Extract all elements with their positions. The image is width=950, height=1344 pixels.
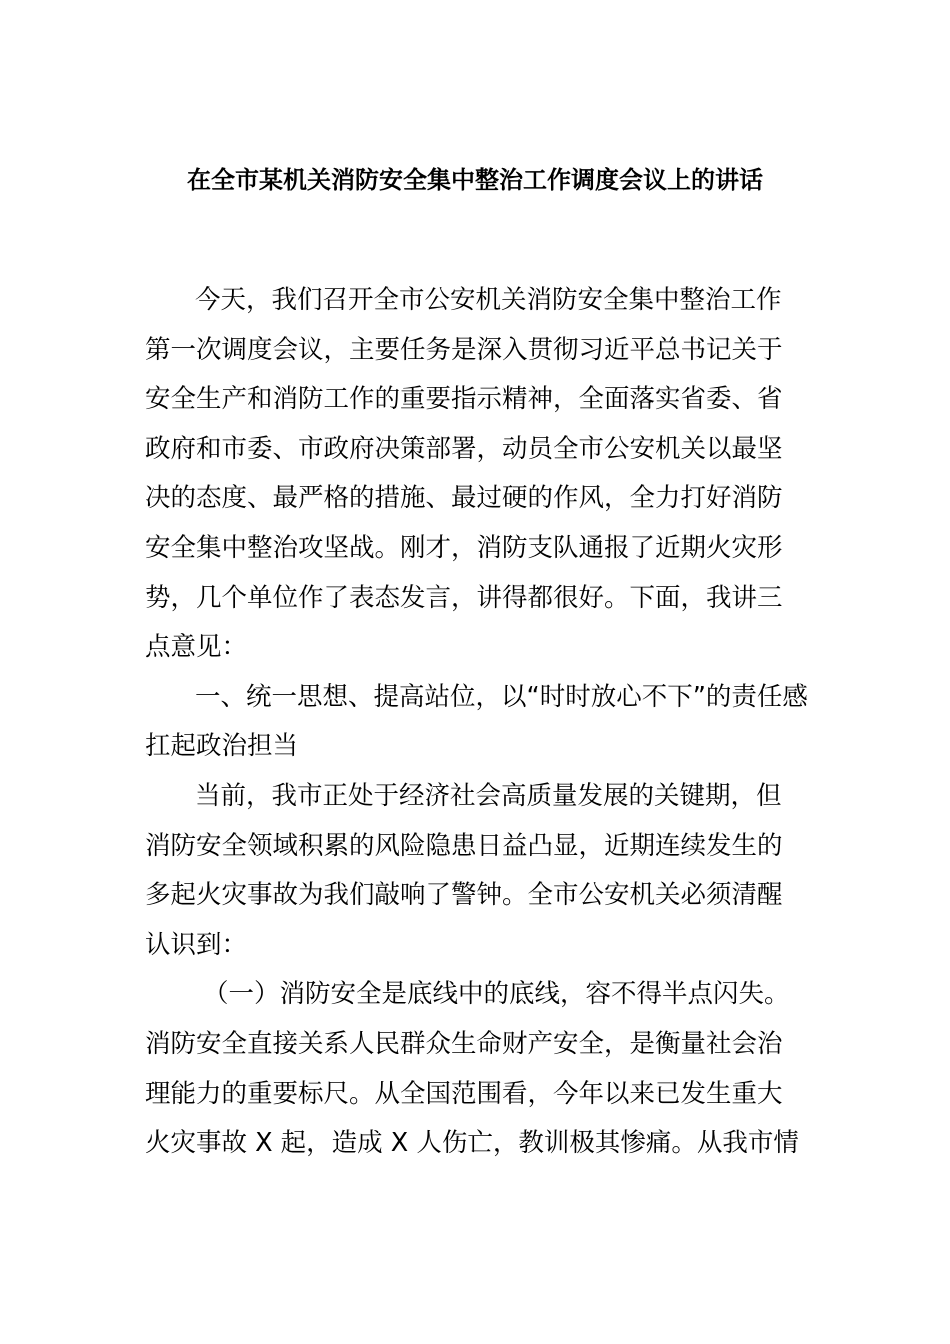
document-title: 在全市某机关消防安全集中整治工作调度会议上的讲话 [187, 166, 763, 194]
paragraph-line: 当前，我市正处于经济社会高质量发展的关键期，但 [195, 780, 782, 811]
subsection-line: （一）消防安全是底线中的底线，容不得半点闪失。 [203, 979, 790, 1010]
paragraph-line: 今天，我们召开全市公安机关消防安全集中整治工作 [195, 285, 782, 315]
paragraph-line: 点意见： [145, 632, 248, 663]
paragraph-line: 第一次调度会议，主要任务是深入贯彻习近平总书记关于 [145, 334, 783, 365]
section-heading-line: 一、统一思想、提高站位，以“时时放心不下”的责任感 [195, 681, 808, 712]
section-heading-line: 扛起政治担当 [145, 731, 299, 762]
paragraph-line: 安全生产和消防工作的重要指示精神，全面落实省委、省 [145, 384, 783, 415]
paragraph-line: 消防安全直接关系人民群众生命财产安全，是衡量社会治 [145, 1028, 783, 1059]
paragraph-line: 消防安全领域积累的风险隐患日益凸显，近期连续发生的 [145, 830, 783, 861]
paragraph-line: 认识到： [145, 929, 248, 960]
paragraph-line: 政府和市委、市政府决策部署，动员全市公安机关以最坚 [145, 433, 783, 464]
paragraph-line: 势，几个单位作了表态发言，讲得都很好。下面，我讲三 [145, 582, 783, 613]
paragraph-line: 决的态度、最严格的措施、最过硬的作风，全力打好消防 [145, 483, 783, 514]
paragraph-line: 火灾事故 X 起，造成 X 人伤亡，教训极其惨痛。从我市情 [145, 1128, 799, 1159]
paragraph-line: 理能力的重要标尺。从全国范围看，今年以来已发生重大 [145, 1078, 783, 1109]
document-body [145, 276, 815, 1169]
paragraph-line: 安全集中整治攻坚战。刚才，消防支队通报了近期火灾形 [145, 532, 783, 563]
paragraph-line: 多起火灾事故为我们敲响了警钟。全市公安机关必须清醒 [145, 880, 783, 911]
